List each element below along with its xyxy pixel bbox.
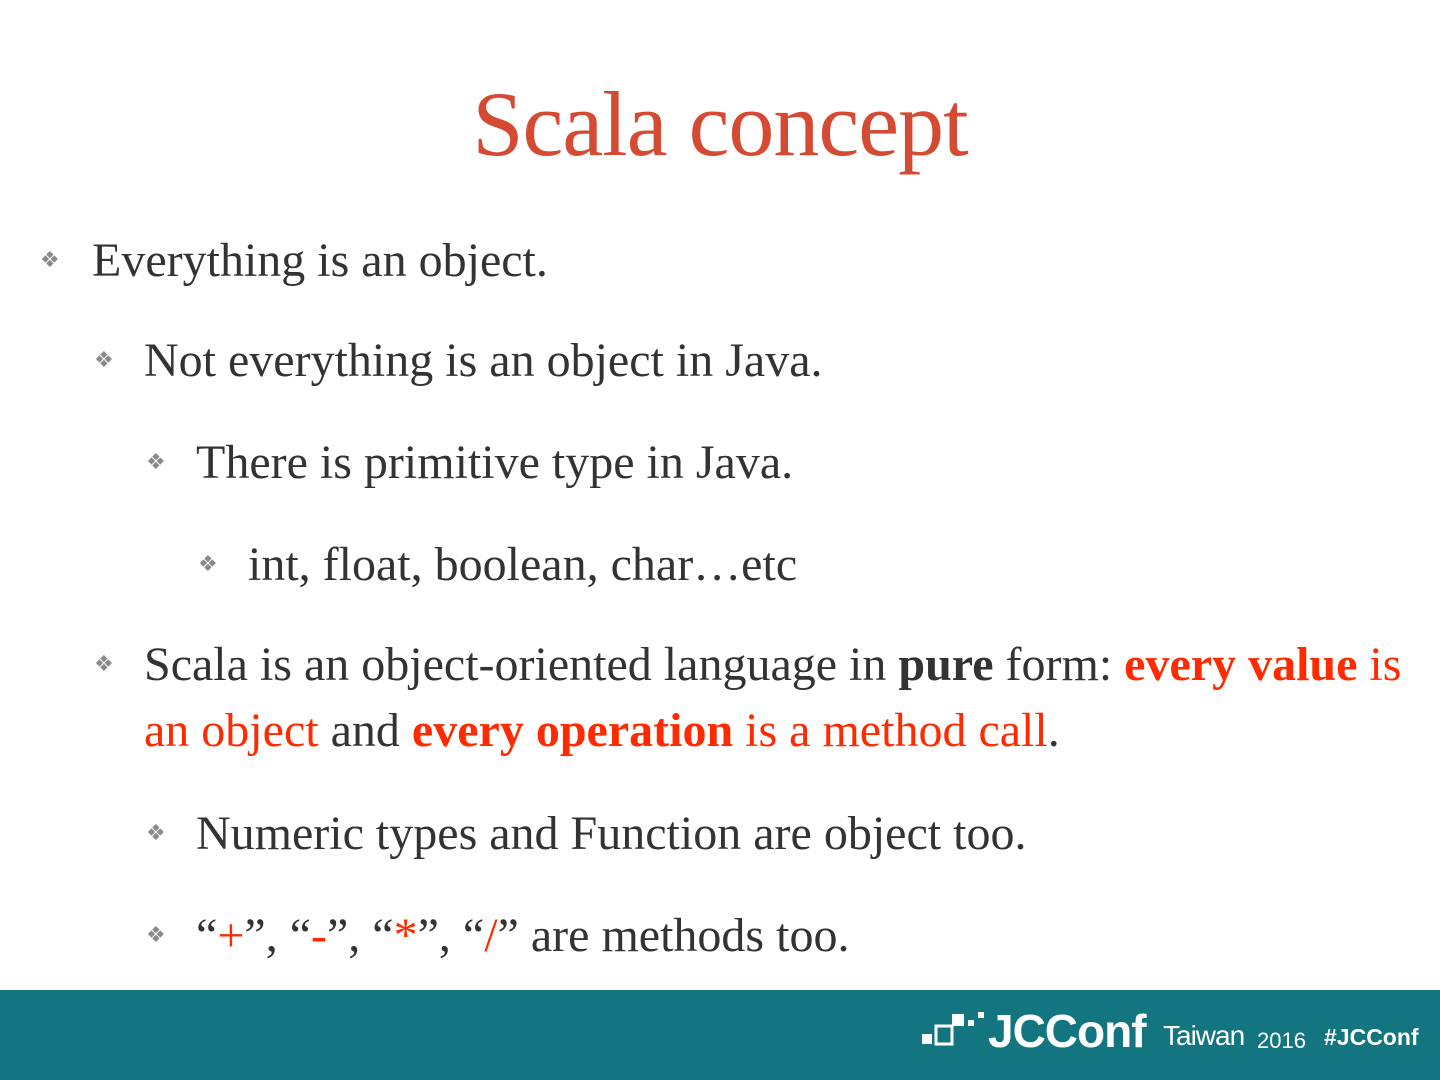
- operator-divide: /: [484, 909, 498, 962]
- text-segment: and: [318, 704, 412, 757]
- text-highlight-object: is an object: [144, 638, 1402, 757]
- text-emphasis-every-value: every value: [1124, 638, 1358, 691]
- jcconf-logo-icon: [920, 1010, 990, 1050]
- text-segment: .: [1047, 704, 1060, 757]
- text-segment: Scala is an object-oriented language in: [144, 638, 899, 691]
- bullet-primitive-type: There is primitive type in Java.: [196, 436, 794, 489]
- text-highlight-method-call: is a method call: [733, 704, 1048, 757]
- bullet-marker-icon: ❖: [40, 248, 60, 273]
- operator-plus: +: [217, 909, 245, 962]
- bullet-marker-icon: ❖: [94, 348, 114, 373]
- text-segment: “: [196, 909, 218, 962]
- bullet-not-everything-java: Not everything is an object in Java.: [144, 334, 823, 387]
- bullet-primitive-list: int, float, boolean, char…etc: [248, 538, 798, 591]
- operator-multiply: *: [393, 909, 418, 962]
- text-segment: ”, “: [244, 909, 311, 962]
- bullet-marker-icon: ❖: [146, 821, 166, 846]
- footer-brand: JCConf: [988, 1005, 1146, 1057]
- footer-hashtag: #JCConf: [1324, 1024, 1419, 1050]
- bullet-marker-icon: ❖: [94, 652, 114, 677]
- text-emphasis-every-operation: every operation: [411, 704, 734, 757]
- text-segment: form:: [993, 638, 1125, 691]
- footer-region: Taiwan: [1163, 1020, 1245, 1051]
- slide-title: Scala concept: [472, 73, 968, 175]
- text-segment: ”, “: [417, 909, 485, 962]
- operator-minus: -: [311, 909, 327, 962]
- text-emphasis-pure: pure: [898, 638, 994, 691]
- footer-year: 2016: [1257, 1028, 1306, 1053]
- bullet-marker-icon: ❖: [146, 450, 166, 475]
- bullet-marker-icon: ❖: [198, 552, 218, 577]
- bullet-scala-pure-oo: [144, 632, 1404, 764]
- bullet-operators-methods: [196, 903, 849, 969]
- text-segment: ” are methods too.: [497, 909, 850, 962]
- bullet-marker-icon: ❖: [146, 923, 166, 948]
- bullet-everything-object: Everything is an object.: [92, 234, 548, 287]
- bullet-numeric-types: Numeric types and Function are object too.: [196, 807, 1027, 860]
- footer-bar: [0, 990, 1440, 1080]
- text-segment: ”, “: [326, 909, 394, 962]
